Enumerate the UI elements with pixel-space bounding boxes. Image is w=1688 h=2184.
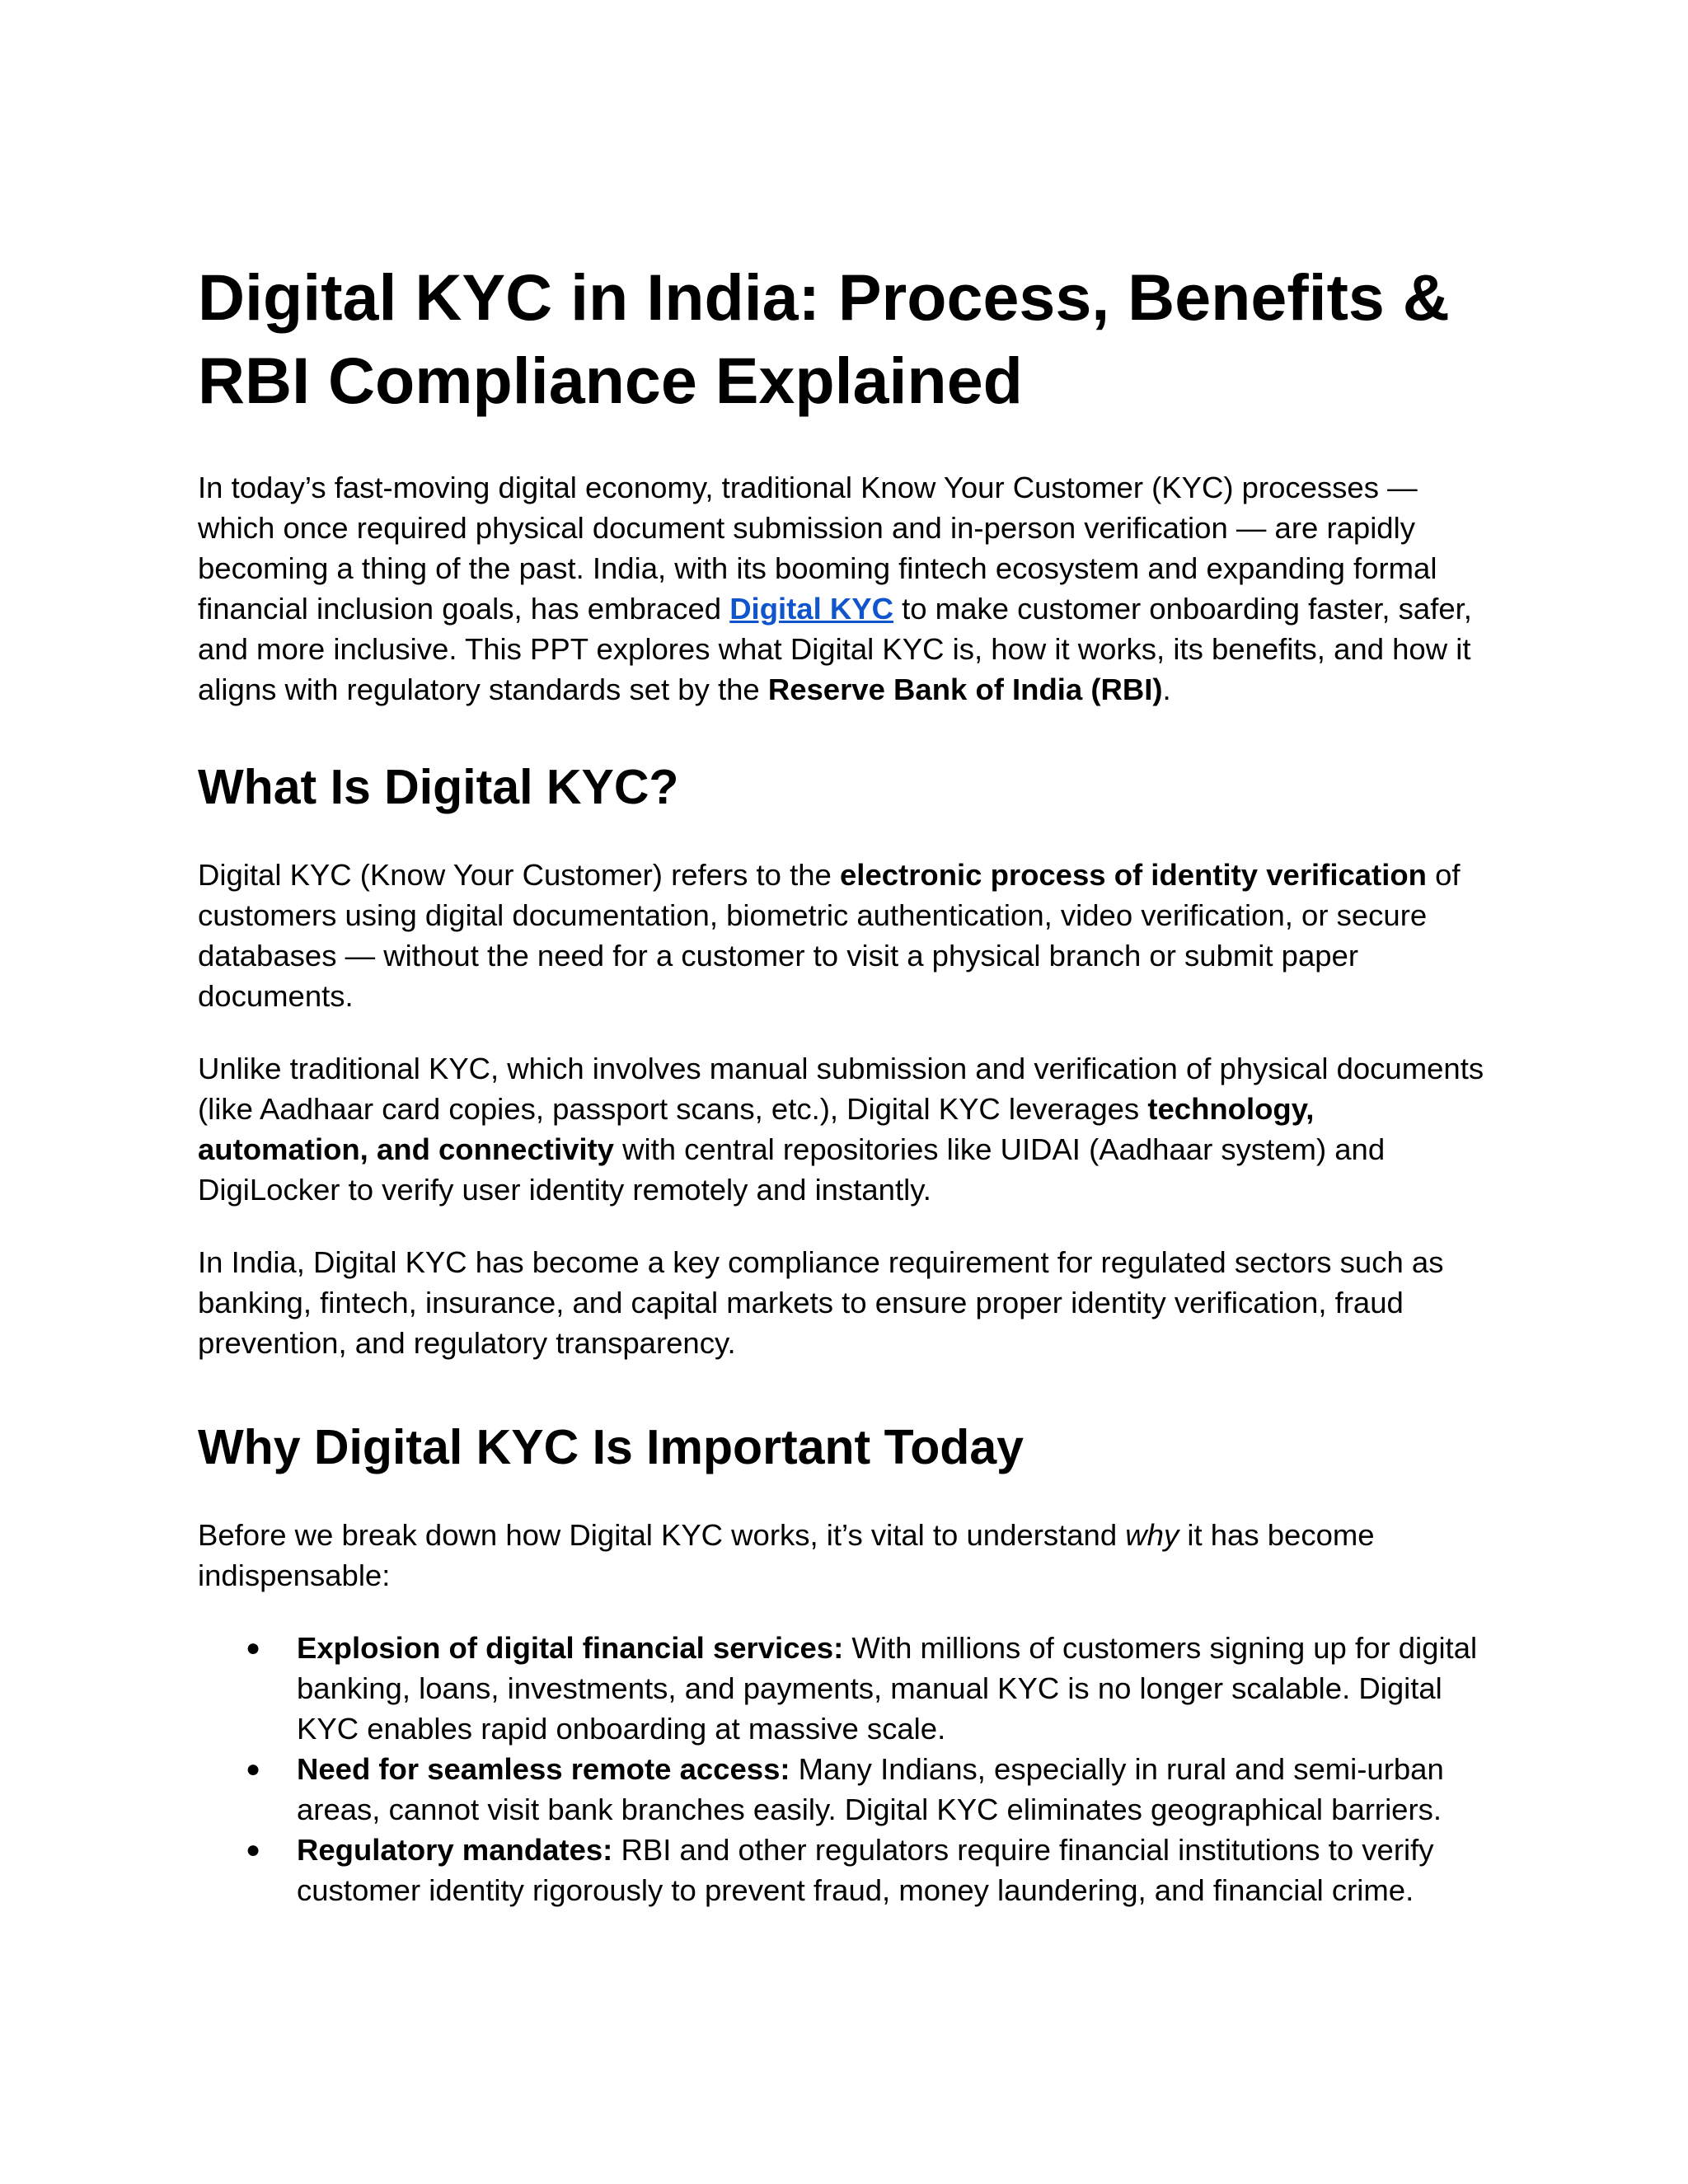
why-intro-italic: why xyxy=(1125,1518,1179,1552)
list-item-bold: Regulatory mandates: xyxy=(297,1833,613,1867)
bullet-icon: ● xyxy=(246,1755,261,1783)
list-item xyxy=(246,1830,1492,1910)
what-is-p2-text-2: with central repositories like UIDAI (Aadhaar system) and DigiLocker to verify user identity remotely and instantly. xyxy=(198,1132,1386,1207)
bullet-icon: ● xyxy=(246,1836,261,1863)
what-is-p1-text-2: of customers using digital documentation, biometric authentication, video verification, or secure databases — without the need for a customer to visit a physical branch or submit paper documents. xyxy=(198,858,1461,1013)
bullet-icon: ● xyxy=(246,1634,261,1661)
what-is-paragraph-1 xyxy=(198,855,1492,1016)
what-is-p1-text-1: Digital KYC (Know Your Customer) refers to the xyxy=(198,858,840,892)
section-heading-why-important: Why Digital KYC Is Important Today xyxy=(198,1420,1024,1474)
what-is-p2-bold: technology, automation, and connectivity xyxy=(198,1092,1315,1166)
document-page xyxy=(198,255,1492,1910)
list-item xyxy=(246,1628,1492,1749)
list-item-text: With millions of customers signing up for digital banking, loans, investments, and payments, manual KYC is no longer scalable. Digital KYC enables rapid onboarding at massive scale. xyxy=(297,1631,1478,1746)
list-item xyxy=(246,1749,1492,1830)
what-is-p1-bold: electronic process of identity verification xyxy=(840,858,1427,892)
intro-bold-rbi: Reserve Bank of India (RBI) xyxy=(767,673,1163,706)
list-item-bold: Explosion of digital financial services: xyxy=(297,1631,844,1665)
why-intro-text-1: Before we break down how Digital KYC works, it’s vital to understand xyxy=(198,1518,1126,1552)
what-is-p2-text-1: Unlike traditional KYC, which involves manual submission and verification of physical documents (like Aadhaar card copies, passport scans, etc.), Digital KYC leverages xyxy=(198,1052,1484,1126)
intro-text-3: . xyxy=(1162,673,1171,706)
why-intro-text-2: it has become indispensable: xyxy=(198,1518,1375,1592)
intro-text-1: In today’s fast-moving digital economy, traditional Know Your Customer (KYC) processes — which once required physical document submission and in-person verification — are rapidly becoming a thing of the past. India, with its booming fintech ecosystem and expanding formal financial inclusion goals, has embraced xyxy=(198,471,1437,626)
page-title-line-2: RBI Compliance Explained xyxy=(198,344,1023,417)
intro-text-2: to make customer onboarding faster, safer, and more inclusive. This PPT explores what Digital KYC is, how it works, its benefits, and how it aligns with regulatory standards set by the xyxy=(198,592,1472,706)
what-is-paragraph-3: In India, Digital KYC has become a key compliance requirement for regulated sectors such as banking, fintech, insurance, and capital markets to ensure proper identity verification, fraud prevention, and regulatory transparency. xyxy=(198,1245,1444,1360)
page-title-line-1: Digital KYC in India: Process, Benefits & xyxy=(198,260,1450,334)
what-is-paragraph-2 xyxy=(198,1048,1492,1210)
why-important-list xyxy=(198,1628,1492,1910)
list-item-text: RBI and other regulators require financial institutions to verify customer identity rigorously to prevent fraud, money laundering, and financial crime. xyxy=(297,1833,1434,1907)
page-title xyxy=(198,255,1492,422)
why-important-intro xyxy=(198,1515,1492,1596)
intro-paragraph xyxy=(198,467,1492,710)
list-item-bold: Need for seamless remote access: xyxy=(297,1752,790,1786)
digital-kyc-link[interactable]: Digital KYC xyxy=(729,592,893,626)
list-item-text: Many Indians, especially in rural and semi-urban areas, cannot visit bank branches easily. Digital KYC eliminates geographical barriers. xyxy=(297,1752,1444,1826)
section-heading-what-is: What Is Digital KYC? xyxy=(198,760,679,814)
